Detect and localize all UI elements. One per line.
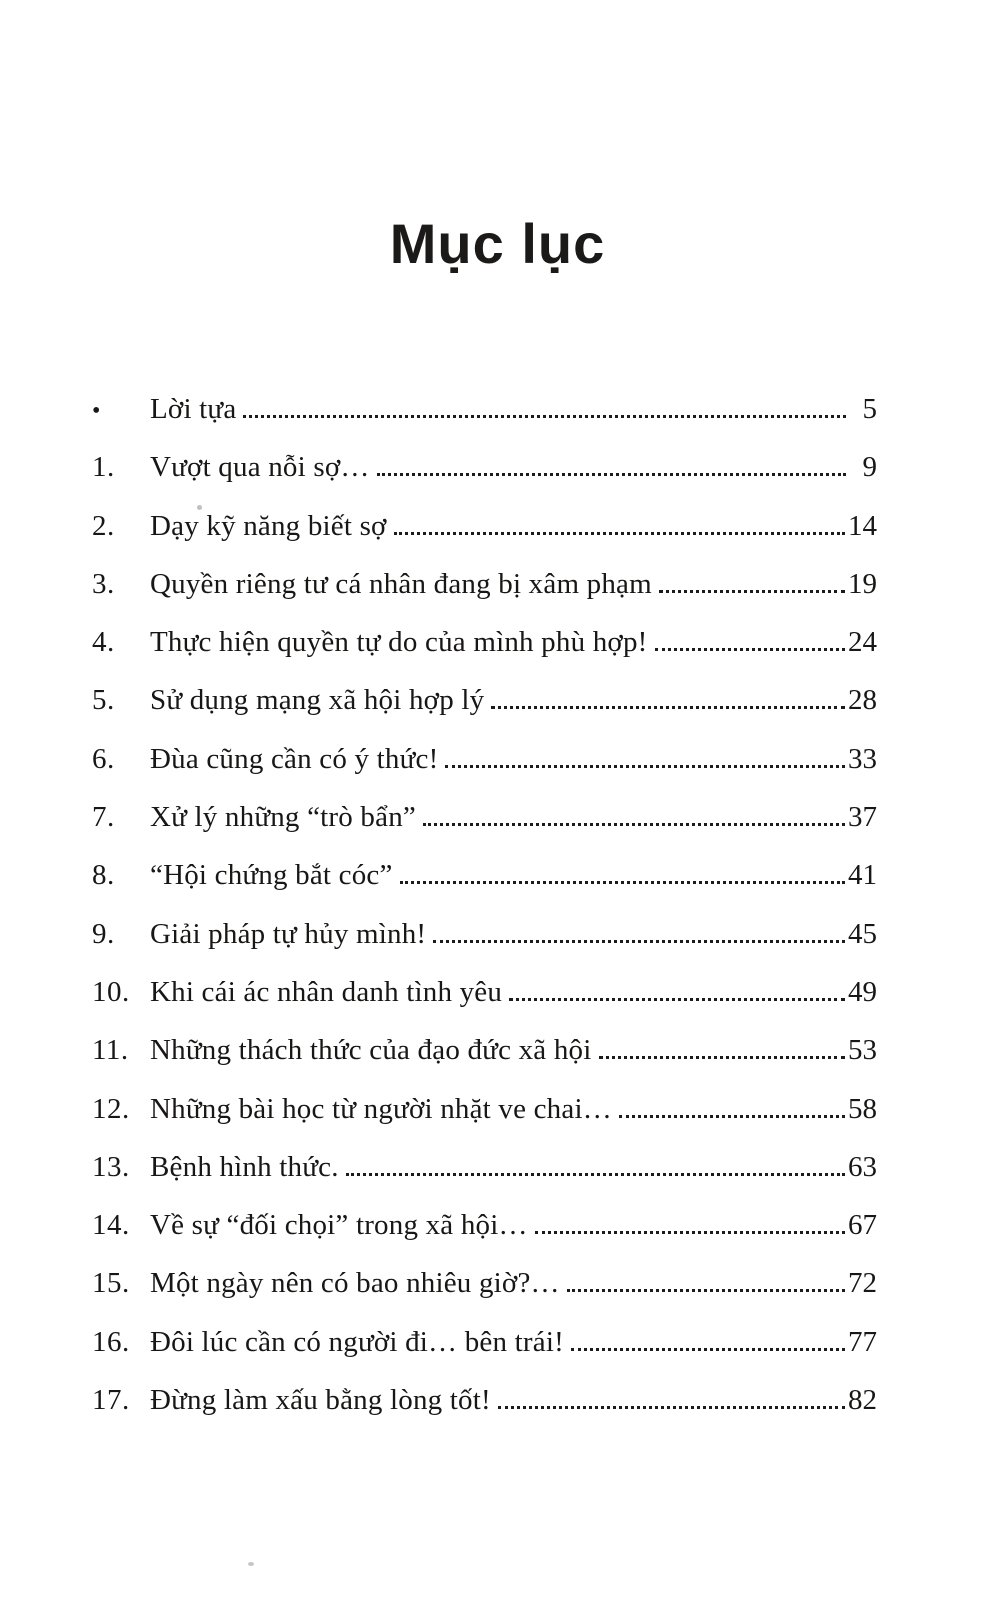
toc-entry-title: “Hội chứng bắt cóc” — [150, 859, 393, 892]
toc-entry-title: Bệnh hình thức. — [150, 1150, 339, 1183]
toc-entry-number: 7. — [92, 801, 115, 834]
toc-entry — [92, 1196, 877, 1254]
toc-entry-number: 16. — [92, 1325, 130, 1358]
toc-entry-number: 4. — [92, 626, 115, 659]
toc-entry — [92, 555, 877, 613]
dot-leader — [491, 706, 845, 709]
toc-entry-page: 82 — [848, 1384, 877, 1417]
toc-entry-title: Thực hiện quyền tự do của mình phù hợp! — [150, 626, 648, 659]
page-title: Mục lục — [389, 212, 606, 275]
toc-entry — [92, 788, 877, 846]
toc-entry-page: 5 — [862, 393, 877, 425]
toc-entry-page: 41 — [848, 859, 877, 892]
toc-entry-page: 63 — [848, 1150, 877, 1183]
dot-leader — [535, 1231, 845, 1234]
toc-entry-number: 12. — [92, 1092, 130, 1125]
toc-entry-number: 8. — [92, 859, 115, 892]
toc-entry — [92, 963, 877, 1021]
toc-entry — [92, 438, 877, 496]
toc-entry-title: Một ngày nên có bao nhiêu giờ?… — [150, 1267, 560, 1300]
dot-leader — [400, 881, 845, 884]
toc-entry-page: 33 — [848, 742, 877, 775]
toc-entry-title: Đùa cũng cần có ý thức! — [150, 742, 439, 775]
toc-entry — [92, 1371, 877, 1429]
dot-leader — [394, 532, 845, 535]
toc-entry — [92, 730, 877, 788]
dot-leader — [619, 1115, 845, 1118]
toc-entry-title: Đôi lúc cần có người đi… bên trái! — [150, 1325, 564, 1358]
toc-entry — [92, 1313, 877, 1371]
toc-entry-title: Khi cái ác nhân danh tình yêu — [150, 975, 503, 1008]
toc-entry-page: 67 — [848, 1209, 877, 1242]
toc-entry-page: 49 — [848, 975, 877, 1008]
dot-leader — [509, 998, 845, 1001]
dot-leader — [659, 590, 845, 593]
dot-leader — [655, 648, 845, 651]
dot-leader — [498, 1406, 845, 1409]
toc-entry-title: Những bài học từ người nhặt ve chai… — [150, 1092, 612, 1125]
toc-entry-page: 72 — [848, 1267, 877, 1300]
toc-entry-page: 24 — [848, 626, 877, 659]
toc-entry — [92, 846, 877, 904]
toc-entry-title: Quyền riêng tư cá nhân đang bị xâm phạm — [150, 567, 652, 600]
toc-entry-title: Dạy kỹ năng biết sợ — [150, 509, 387, 542]
toc-entry — [92, 671, 877, 729]
toc-entry-page: 28 — [848, 684, 877, 717]
toc-entry — [92, 1021, 877, 1079]
toc-entry — [92, 1138, 877, 1196]
toc-entry-number: 15. — [92, 1267, 130, 1300]
toc-entry-title: Xử lý những “trò bẩn” — [150, 801, 416, 834]
toc-entry-number: 11. — [92, 1034, 129, 1067]
dot-leader — [433, 940, 845, 943]
bullet-icon: • — [92, 398, 101, 424]
toc-entry — [92, 613, 877, 671]
toc-entry-title: Những thách thức của đạo đức xã hội — [150, 1034, 592, 1067]
toc-entry — [92, 497, 877, 555]
toc-entry-number: 14. — [92, 1209, 130, 1242]
dot-leader — [346, 1173, 845, 1176]
toc-entry-number: 5. — [92, 684, 115, 717]
dot-leader — [377, 473, 846, 476]
toc-list — [92, 380, 877, 1429]
dot-leader — [571, 1348, 845, 1351]
toc-entry-number: 10. — [92, 975, 130, 1008]
toc-entry-number: 13. — [92, 1150, 130, 1183]
dot-leader — [423, 823, 845, 826]
toc-entry-page: 14 — [848, 509, 877, 542]
toc-entry-page: 77 — [848, 1325, 877, 1358]
scan-artifact — [248, 1562, 254, 1566]
dot-leader — [567, 1289, 845, 1292]
toc-entry-page: 58 — [848, 1092, 877, 1125]
toc-entry-title: Lời tựa — [150, 393, 237, 425]
toc-entry-number: 3. — [92, 567, 115, 600]
dot-leader — [599, 1056, 846, 1059]
toc-entry-title: Giải pháp tự hủy mình! — [150, 917, 427, 950]
toc-entry — [92, 1080, 877, 1138]
toc-entry-title: Về sự “đối chọi” trong xã hội… — [150, 1209, 528, 1242]
toc-entry-page: 45 — [848, 917, 877, 950]
toc-entry — [92, 380, 877, 438]
toc-entry-page: 19 — [848, 567, 877, 600]
dot-leader — [445, 765, 845, 768]
scan-artifact — [197, 505, 202, 510]
toc-entry-page: 37 — [848, 801, 877, 834]
toc-entry-number: 2. — [92, 509, 115, 542]
toc-entry — [92, 1254, 877, 1312]
toc-entry-title: Sử dụng mạng xã hội hợp lý — [150, 684, 485, 717]
toc-entry — [92, 905, 877, 963]
toc-entry-title: Vượt qua nỗi sợ… — [150, 451, 370, 484]
toc-entry-number: 9. — [92, 917, 115, 950]
toc-entry-title: Đừng làm xấu bằng lòng tốt! — [150, 1384, 491, 1417]
toc-entry-page: 53 — [848, 1034, 877, 1067]
toc-entry-number: 17. — [92, 1384, 130, 1417]
toc-entry-number: 1. — [92, 451, 115, 484]
dot-leader — [243, 415, 846, 418]
toc-entry-number: 6. — [92, 742, 115, 775]
toc-entry-page: 9 — [862, 451, 877, 484]
